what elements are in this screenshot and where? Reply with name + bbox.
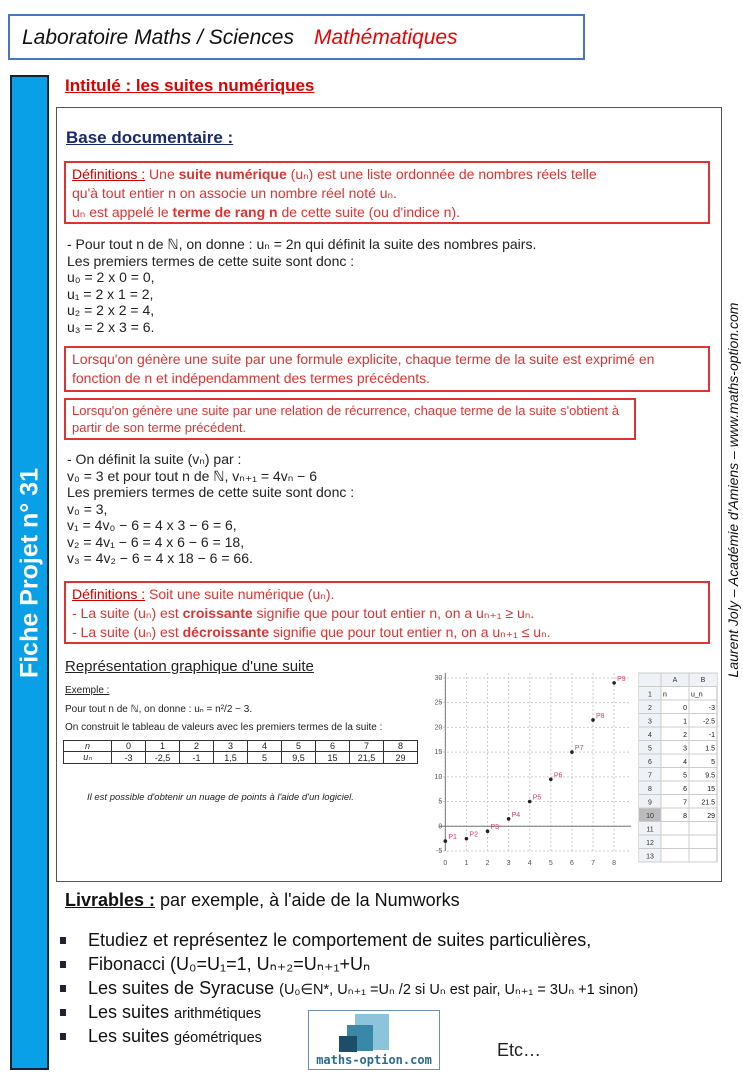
text: uₙ est appelé le bbox=[72, 204, 173, 220]
deliverables-text: par exemple, à l'aide de la Numworks bbox=[155, 890, 460, 910]
text: Une bbox=[145, 166, 179, 182]
text: arithmétiques bbox=[174, 1006, 262, 1022]
example-intro: On construit le tableau de valeurs avec les premiers termes de la suite : bbox=[65, 722, 383, 733]
y-tick-label: 0 bbox=[438, 823, 443, 831]
row-header: 1 bbox=[648, 691, 652, 699]
point-label: P9 bbox=[617, 675, 626, 683]
cell-b: 1.5 bbox=[705, 745, 715, 753]
y-tick-label: 25 bbox=[434, 699, 443, 707]
data-point bbox=[444, 839, 448, 843]
text: géométriques bbox=[174, 1030, 262, 1046]
example-even-numbers bbox=[67, 236, 536, 335]
table-row bbox=[64, 741, 418, 752]
row-header: 5 bbox=[648, 745, 652, 753]
cell-a: 8 bbox=[683, 813, 687, 820]
cell-a: n bbox=[663, 691, 667, 699]
text: signifie que pour tout entier n, on a uₙ₊₁ ≤ uₙ. bbox=[269, 624, 551, 640]
cell-a: 1 bbox=[683, 718, 687, 726]
term: terme de rang n bbox=[172, 204, 278, 220]
line: u₀ = 2 x 0 = 0, bbox=[67, 269, 155, 285]
table-cell: 4 bbox=[248, 741, 282, 752]
definition-box bbox=[64, 161, 710, 224]
table-cell: 5 bbox=[248, 752, 282, 764]
x-tick-label: 0 bbox=[443, 860, 448, 867]
x-tick-label: 8 bbox=[612, 860, 617, 867]
y-tick-label: 30 bbox=[434, 674, 443, 682]
term: décroissante bbox=[182, 624, 269, 640]
x-tick-label: 4 bbox=[527, 860, 532, 867]
data-point bbox=[507, 817, 511, 821]
logo-text: maths-option.com bbox=[316, 1053, 432, 1067]
x-tick-label: 3 bbox=[506, 860, 511, 867]
table-cell: -3 bbox=[112, 752, 146, 764]
row-header: 3 bbox=[648, 718, 652, 726]
table-cell: -1 bbox=[180, 752, 214, 764]
point-label: P5 bbox=[532, 794, 542, 802]
section-heading: Base documentaire : bbox=[66, 128, 234, 147]
project-number-label: Fiche Projet n° 31 bbox=[15, 467, 43, 678]
table-cell: 5 bbox=[282, 741, 316, 752]
text: Soit une suite numérique (uₙ). bbox=[145, 586, 335, 602]
deliverables-heading bbox=[65, 890, 460, 911]
y-tick-label: -5 bbox=[436, 848, 443, 855]
cell-b: -2.5 bbox=[702, 718, 715, 726]
line: Les premiers termes de cette suite sont donc : bbox=[67, 252, 355, 269]
text: Les suites de Syracuse bbox=[88, 978, 280, 998]
table-cell: -2,5 bbox=[146, 752, 180, 764]
text: (U₀∈N*, Uₙ₊₁ =Uₙ /2 si Uₙ est pair, Uₙ₊₁ = 3Uₙ +1 sinon) bbox=[279, 982, 639, 998]
y-tick-label: 15 bbox=[434, 749, 443, 757]
x-tick-label: 2 bbox=[485, 860, 490, 867]
point-label: P1 bbox=[448, 834, 457, 842]
table-cell: 29 bbox=[384, 752, 418, 764]
cell-b: -1 bbox=[708, 732, 715, 739]
line: - On définit la suite (vₙ) par : bbox=[67, 451, 242, 467]
column-header: B bbox=[700, 677, 706, 684]
list-item: Fibonacci (U₀=U₁=1, Uₙ₊₂=Uₙ₊₁+Uₙ bbox=[60, 954, 638, 978]
definition-title: Définitions : bbox=[72, 166, 146, 182]
author-credit: Laurent Joly – Académie d'Amiens – www.maths-option.com bbox=[725, 302, 741, 678]
cell-b: 21.5 bbox=[701, 799, 715, 807]
y-tick-label: 20 bbox=[434, 724, 443, 732]
example-formula: Pour tout n de ℕ, on donne : uₙ = n²/2 − 3. bbox=[65, 704, 253, 715]
text: - La suite (uₙ) est bbox=[72, 624, 183, 640]
cell-a: 0 bbox=[683, 705, 687, 712]
row-header: n bbox=[64, 741, 112, 752]
line: v₀ = 3 et pour tout n de ℕ, vₙ₊₁ = 4vₙ − 6 bbox=[67, 467, 318, 484]
cell-b: -3 bbox=[708, 705, 715, 712]
point-label: P6 bbox=[553, 772, 563, 780]
data-point bbox=[528, 800, 532, 804]
point-label: P4 bbox=[511, 811, 521, 819]
row-header: 7 bbox=[648, 772, 652, 780]
data-point bbox=[486, 829, 490, 833]
graph-section-title: Représentation graphique d'une suite bbox=[65, 658, 314, 675]
recurrence-box: Lorsqu'on génère une suite par une relation de récurrence, chaque terme de la suite s'obtient à partir de son terme précédent. bbox=[64, 398, 636, 440]
line: - Pour tout n de ℕ, on donne : uₙ = 2n qui définit la suite des nombres pairs. bbox=[67, 236, 537, 252]
row-header: 12 bbox=[646, 840, 654, 847]
text: de cette suite (ou d'indice n). bbox=[277, 204, 461, 220]
text: (uₙ) est une liste ordonnée de nombres réels telle bbox=[286, 166, 597, 182]
term: croissante bbox=[182, 605, 253, 621]
table-row bbox=[64, 752, 418, 764]
row-header: 9 bbox=[648, 799, 652, 807]
table-cell: 15 bbox=[316, 752, 350, 764]
deliverables-label: Livrables : bbox=[65, 890, 156, 910]
row-header: 13 bbox=[646, 853, 654, 861]
table-cell: 7 bbox=[350, 741, 384, 752]
data-point bbox=[570, 750, 574, 754]
line: v₁ = 4v₀ − 6 = 4 x 3 − 6 = 6, bbox=[67, 517, 237, 533]
row-header: 11 bbox=[646, 826, 654, 834]
explicit-formula-box: Lorsqu'on génère une suite par une formule explicite, chaque terme de la suite est exprimé en fonction de n et indépendamment des termes précédents. bbox=[64, 346, 710, 392]
header-title-box bbox=[8, 14, 585, 60]
y-tick-label: 5 bbox=[438, 798, 443, 806]
line: u₂ = 2 x 2 = 4, bbox=[67, 302, 155, 318]
list-item bbox=[60, 978, 638, 1002]
table-cell: 0 bbox=[112, 741, 146, 752]
y-tick-label: 10 bbox=[434, 773, 443, 781]
x-tick-label: 1 bbox=[464, 860, 469, 867]
row-header: 6 bbox=[648, 759, 652, 766]
point-label: P7 bbox=[574, 745, 584, 753]
table-cell: 1,5 bbox=[214, 752, 248, 764]
documentation-panel bbox=[56, 107, 722, 882]
row-header: 2 bbox=[648, 705, 652, 712]
data-point bbox=[612, 681, 616, 685]
example-recurrence bbox=[67, 451, 354, 567]
example-label: Exemple : bbox=[65, 685, 110, 696]
line: v₀ = 3, bbox=[67, 500, 108, 517]
monotonicity-definition-box bbox=[64, 581, 710, 644]
table-cell: 9,5 bbox=[282, 752, 316, 764]
line: u₁ = 2 x 1 = 2, bbox=[67, 285, 154, 302]
line: Les premiers termes de cette suite sont donc : bbox=[67, 484, 355, 500]
point-label: P8 bbox=[596, 712, 605, 720]
cell-a: 2 bbox=[683, 732, 687, 739]
cell-b: 5 bbox=[711, 759, 715, 766]
cell-a: 3 bbox=[683, 745, 687, 753]
cell-b: u_n bbox=[691, 691, 703, 699]
x-tick-label: 7 bbox=[591, 860, 595, 867]
text: qu'à tout entier n on associe un nombre réel noté uₙ. bbox=[72, 185, 398, 201]
text: - La suite (uₙ) est bbox=[72, 605, 183, 621]
x-tick-label: 5 bbox=[548, 860, 553, 867]
cell-a: 4 bbox=[683, 759, 687, 766]
column-header: A bbox=[672, 677, 678, 684]
cell-b: 29 bbox=[707, 813, 715, 820]
sidebar-banner bbox=[10, 75, 49, 1070]
x-tick-label: 6 bbox=[569, 860, 574, 867]
table-cell: 8 bbox=[384, 741, 418, 752]
maths-option-logo bbox=[308, 1010, 440, 1070]
cell-a: 6 bbox=[683, 786, 687, 793]
table-cell: 3 bbox=[214, 741, 248, 752]
values-table bbox=[63, 740, 418, 764]
text: signifie que pour tout entier n, on a uₙ₊₁ ≥ uₙ. bbox=[252, 605, 535, 621]
text: Les suites bbox=[88, 1002, 175, 1022]
row-header: 4 bbox=[648, 732, 652, 739]
row-header: 10 bbox=[646, 813, 654, 820]
software-note: Il est possible d'obtenir un nuage de points à l'aide d'un logiciel. bbox=[87, 792, 354, 803]
row-header: uₙ bbox=[64, 752, 112, 764]
table-cell: 1 bbox=[146, 741, 180, 752]
line: u₃ = 2 x 3 = 6. bbox=[67, 318, 155, 335]
term: suite numérique bbox=[178, 166, 287, 182]
text: Les suites bbox=[88, 1026, 175, 1046]
logo-square bbox=[339, 1036, 357, 1052]
data-point bbox=[591, 718, 595, 722]
cell-a: 7 bbox=[683, 799, 687, 807]
list-item: Etudiez et représentez le comportement de suites particulières, bbox=[60, 930, 638, 954]
table-cell: 21,5 bbox=[350, 752, 384, 764]
definition-title: Définitions : bbox=[72, 586, 146, 602]
data-point bbox=[465, 837, 469, 841]
project-title: Intitulé : les suites numériques bbox=[65, 76, 315, 95]
scatter-plot bbox=[411, 663, 721, 871]
etc-text: Etc… bbox=[497, 1040, 542, 1060]
subject-title: Mathématiques bbox=[313, 26, 458, 49]
cell-a: 5 bbox=[683, 772, 687, 780]
line: v₃ = 4v₂ − 6 = 4 x 18 − 6 = 66. bbox=[67, 550, 253, 566]
table-cell: 6 bbox=[316, 741, 350, 752]
data-point bbox=[549, 778, 553, 782]
line: v₂ = 4v₁ − 6 = 4 x 6 − 6 = 18, bbox=[67, 533, 245, 550]
point-label: P3 bbox=[490, 824, 500, 832]
cell-b: 15 bbox=[707, 786, 715, 793]
lab-title: Laboratoire Maths / Sciences bbox=[22, 26, 294, 49]
row-header: 8 bbox=[648, 786, 652, 793]
table-cell: 2 bbox=[180, 741, 214, 752]
cell-b: 9.5 bbox=[705, 772, 715, 780]
point-label: P2 bbox=[469, 831, 478, 839]
